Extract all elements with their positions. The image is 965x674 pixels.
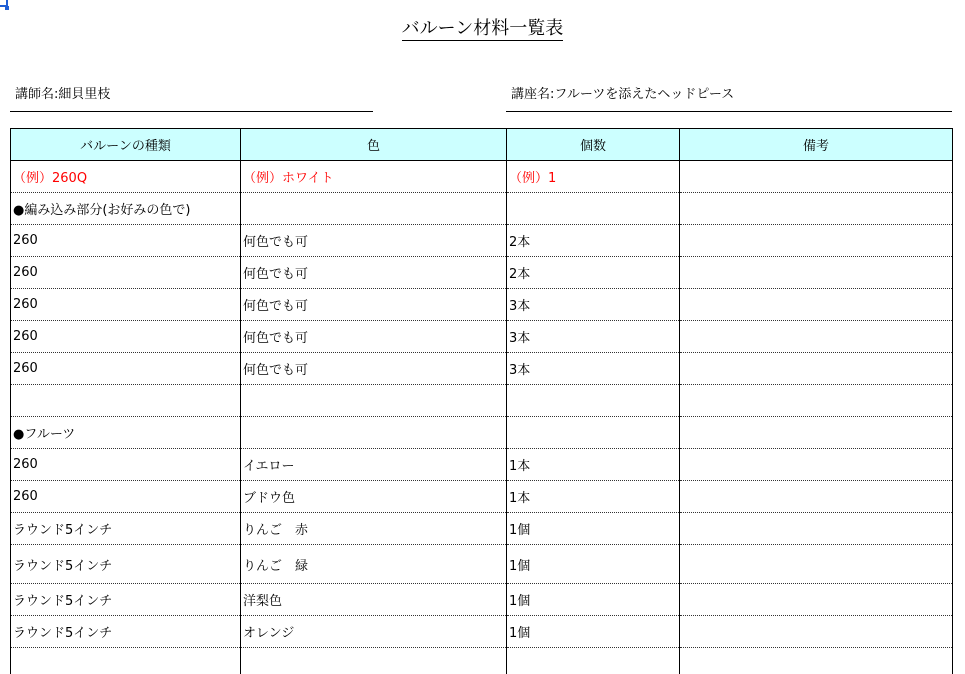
table-cell[interactable]	[680, 321, 953, 353]
course-name: 講座名:フルーツを添えたヘッドピース	[506, 86, 952, 104]
table-cell[interactable]: 1本	[507, 481, 680, 513]
table-row	[11, 289, 953, 321]
table-cell[interactable]: （例）ホワイト	[241, 161, 507, 193]
table-cell[interactable]	[680, 289, 953, 321]
table-cell[interactable]	[680, 385, 953, 417]
table-cell[interactable]: ラウンド5インチ	[11, 513, 241, 545]
table-cell[interactable]: 何色でも可	[241, 257, 507, 289]
table-cell[interactable]	[680, 225, 953, 257]
table-cell[interactable]	[241, 193, 507, 225]
table-row	[11, 417, 953, 449]
table-cell[interactable]	[680, 193, 953, 225]
table-cell[interactable]: オレンジ	[241, 616, 507, 648]
table-cell[interactable]: りんご 緑	[241, 545, 507, 584]
example-row	[11, 161, 953, 193]
table-cell[interactable]: （例）260Q	[11, 161, 241, 193]
table-row	[11, 545, 953, 584]
table-row	[11, 257, 953, 289]
table-cell[interactable]	[680, 584, 953, 616]
cell-cursor-corner-icon	[0, 0, 10, 12]
table-cell[interactable]: 2本	[507, 257, 680, 289]
table-cell[interactable]: 3本	[507, 353, 680, 385]
materials-table	[10, 128, 953, 674]
table-cell[interactable]	[241, 648, 507, 674]
table-cell[interactable]	[241, 417, 507, 449]
header-color[interactable]: 色	[241, 129, 507, 161]
table-cell[interactable]: 3本	[507, 289, 680, 321]
table-cell[interactable]	[680, 545, 953, 584]
table-cell[interactable]: 260	[11, 321, 241, 353]
table-cell[interactable]: 260	[11, 289, 241, 321]
table-cell[interactable]: 260	[11, 353, 241, 385]
table-cell[interactable]: イエロー	[241, 449, 507, 481]
table-row	[11, 513, 953, 545]
table-cell[interactable]: 260	[11, 481, 241, 513]
table-cell[interactable]: 何色でも可	[241, 289, 507, 321]
table-cell[interactable]	[680, 648, 953, 674]
table-cell[interactable]	[507, 417, 680, 449]
table-row	[11, 385, 953, 417]
table-cell[interactable]: 何色でも可	[241, 225, 507, 257]
table-row	[11, 193, 953, 225]
table-cell[interactable]	[507, 648, 680, 674]
table-row	[11, 616, 953, 648]
header-quantity[interactable]: 個数	[507, 129, 680, 161]
table-row	[11, 225, 953, 257]
table-row	[11, 321, 953, 353]
table-cell[interactable]: 260	[11, 449, 241, 481]
table-cell[interactable]: ●フルーツ	[11, 417, 241, 449]
table-cell[interactable]: 3本	[507, 321, 680, 353]
table-cell[interactable]	[680, 449, 953, 481]
table-cell[interactable]: 1個	[507, 545, 680, 584]
table-cell[interactable]	[241, 385, 507, 417]
table-row	[11, 449, 953, 481]
table-cell[interactable]	[11, 648, 241, 674]
table-cell[interactable]: ラウンド5インチ	[11, 616, 241, 648]
table-cell[interactable]: ラウンド5インチ	[11, 545, 241, 584]
table-cell[interactable]	[680, 513, 953, 545]
table-cell[interactable]: 1個	[507, 616, 680, 648]
table-cell[interactable]: （例）1	[507, 161, 680, 193]
table-cell[interactable]	[680, 257, 953, 289]
table-cell[interactable]: 2本	[507, 225, 680, 257]
table-cell[interactable]	[680, 417, 953, 449]
table-cell[interactable]: 何色でも可	[241, 353, 507, 385]
title-text: バルーン材料一覧表	[402, 18, 564, 41]
table-cell[interactable]: 260	[11, 225, 241, 257]
table-cell[interactable]: ●編み込み部分(お好みの色で)	[11, 193, 241, 225]
table-row	[11, 353, 953, 385]
table-cell[interactable]: 260	[11, 257, 241, 289]
table-cell[interactable]	[11, 385, 241, 417]
instructor-name: 講師名:細貝里枝	[10, 86, 373, 104]
table-cell[interactable]	[680, 616, 953, 648]
table-cell[interactable]	[507, 385, 680, 417]
table-cell[interactable]: ラウンド5インチ	[11, 584, 241, 616]
header-notes[interactable]: 備考	[680, 129, 953, 161]
table-cell[interactable]: りんご 赤	[241, 513, 507, 545]
table-cell[interactable]	[680, 353, 953, 385]
table-cell[interactable]: ブドウ色	[241, 481, 507, 513]
table-cell[interactable]: 1個	[507, 584, 680, 616]
table-cell[interactable]: 洋梨色	[241, 584, 507, 616]
table-row	[11, 584, 953, 616]
header-balloon-type[interactable]: バルーンの種類	[11, 129, 241, 161]
table-cell[interactable]	[680, 161, 953, 193]
table-header-row	[11, 129, 953, 161]
table-cell[interactable]: 1本	[507, 449, 680, 481]
table-cell[interactable]	[507, 193, 680, 225]
table-cell[interactable]: 1個	[507, 513, 680, 545]
course-field	[506, 86, 952, 112]
instructor-field	[10, 86, 373, 112]
document-title	[0, 18, 965, 40]
table-cell[interactable]: 何色でも可	[241, 321, 507, 353]
table-row	[11, 481, 953, 513]
table-row	[11, 648, 953, 674]
table-cell[interactable]	[680, 481, 953, 513]
